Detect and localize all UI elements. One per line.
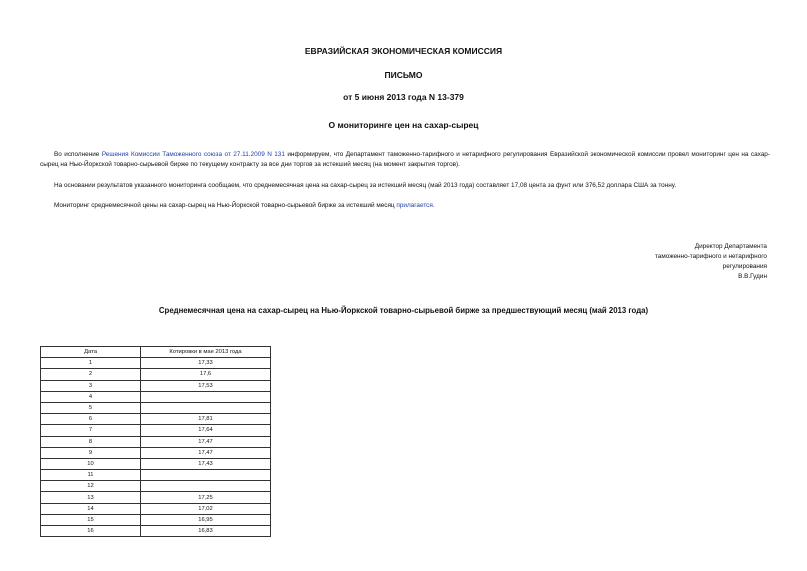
- table-row: [41, 447, 271, 458]
- table-row: [41, 358, 271, 369]
- table-row: [41, 492, 271, 503]
- table-row: [41, 458, 271, 469]
- decision-link[interactable]: Решения Комиссии Таможенного союза от 27.11.2009 N 131: [101, 151, 285, 158]
- quote-cell: 17,43: [141, 458, 271, 469]
- date-cell: 15: [41, 514, 141, 525]
- table-row: [41, 369, 271, 380]
- quote-cell: 17,02: [141, 503, 271, 514]
- quote-cell: 17,47: [141, 447, 271, 458]
- quote-cell: 17,53: [141, 380, 271, 391]
- table-row: [41, 391, 271, 402]
- quotes-table: [40, 346, 271, 537]
- quote-cell: 17,47: [141, 436, 271, 447]
- quote-cell: [141, 402, 271, 413]
- signature-line-1: Директор Департамента: [694, 243, 767, 250]
- table-title: Среднемесячная цена на сахар-сырец на Нью-Йоркской товарно-сырьевой бирже за предшествующий месяц (май 2013 года): [158, 306, 649, 315]
- organization-title: ЕВРАЗИЙСКАЯ ЭКОНОМИЧЕСКАЯ КОМИССИЯ: [304, 46, 503, 56]
- table-row: [41, 402, 271, 413]
- table-row: [41, 380, 271, 391]
- quote-cell: 17,25: [141, 492, 271, 503]
- signature-name: В.В.Гудин: [738, 273, 767, 280]
- date-cell: 14: [41, 503, 141, 514]
- date-cell: 2: [41, 369, 141, 380]
- date-cell: 7: [41, 425, 141, 436]
- table-row: [41, 414, 271, 425]
- attachment-link[interactable]: прилагается: [396, 202, 433, 209]
- date-cell: 13: [41, 492, 141, 503]
- quote-cell: 17,33: [141, 358, 271, 369]
- quote-cell: 17,81: [141, 414, 271, 425]
- signature-block: [655, 242, 767, 282]
- table-row: [41, 470, 271, 481]
- header-date: Дата: [41, 347, 141, 358]
- date-cell: 4: [41, 391, 141, 402]
- document-date-number: от 5 июня 2013 года N 13-379: [343, 92, 464, 102]
- paragraph-1: [40, 150, 770, 170]
- quote-cell: 17,64: [141, 425, 271, 436]
- quote-cell: [141, 470, 271, 481]
- paragraph-1-rest: информируем, что Департамент таможенно-тарифного и нетарифного регулирования Евразийской экономической комиссии провел мониторинг цен на сахар-сырец на Нью-Йоркской товарно-сырьевой бирже по текущему контракту за все дни торгов за истекший месяц (на момент закрытия торгов).: [40, 151, 770, 168]
- table-row: [41, 425, 271, 436]
- table-row: [41, 514, 271, 525]
- table-row: [41, 436, 271, 447]
- quote-cell: [141, 481, 271, 492]
- document-type: ПИСЬМО: [384, 70, 423, 80]
- date-cell: 10: [41, 458, 141, 469]
- date-cell: 6: [41, 414, 141, 425]
- table-row: [41, 481, 271, 492]
- document-subject: О мониторинге цен на сахар-сырец: [328, 120, 479, 130]
- signature-line-3: регулирования: [722, 263, 767, 270]
- date-cell: 9: [41, 447, 141, 458]
- date-cell: 11: [41, 470, 141, 481]
- date-cell: 12: [41, 481, 141, 492]
- quote-cell: 16,83: [141, 526, 271, 537]
- table-header-row: [41, 347, 271, 358]
- date-cell: 1: [41, 358, 141, 369]
- quote-cell: 17,6: [141, 369, 271, 380]
- table-row: [41, 503, 271, 514]
- quote-cell: 16,95: [141, 514, 271, 525]
- date-cell: 5: [41, 402, 141, 413]
- header-quotes: Котировки в мае 2013 года: [141, 347, 271, 358]
- signature-line-2: таможенно-тарифного и нетарифного: [654, 253, 767, 260]
- quote-cell: [141, 391, 271, 402]
- date-cell: 8: [41, 436, 141, 447]
- paragraph-2: На основании результатов указанного мониторинга сообщаем, что среднемесячная цена на сахар-сырец за истекший месяц (май 2013 года) составляет 17,08 цента за фунт или 376,52 доллара США за тонну.: [54, 182, 677, 189]
- paragraph-3-lead: Мониторинг среднемесячной цены на сахар-сырец на Нью-Йоркской товарно-сырьевой бирже за истекший месяц: [54, 202, 397, 209]
- paragraph-3-end: .: [432, 202, 435, 209]
- paragraph-3: [40, 201, 770, 211]
- table-body: [41, 358, 271, 537]
- date-cell: 16: [41, 526, 141, 537]
- paragraph-1-lead: Во исполнение: [54, 151, 102, 158]
- date-cell: 3: [41, 380, 141, 391]
- table-row: [41, 526, 271, 537]
